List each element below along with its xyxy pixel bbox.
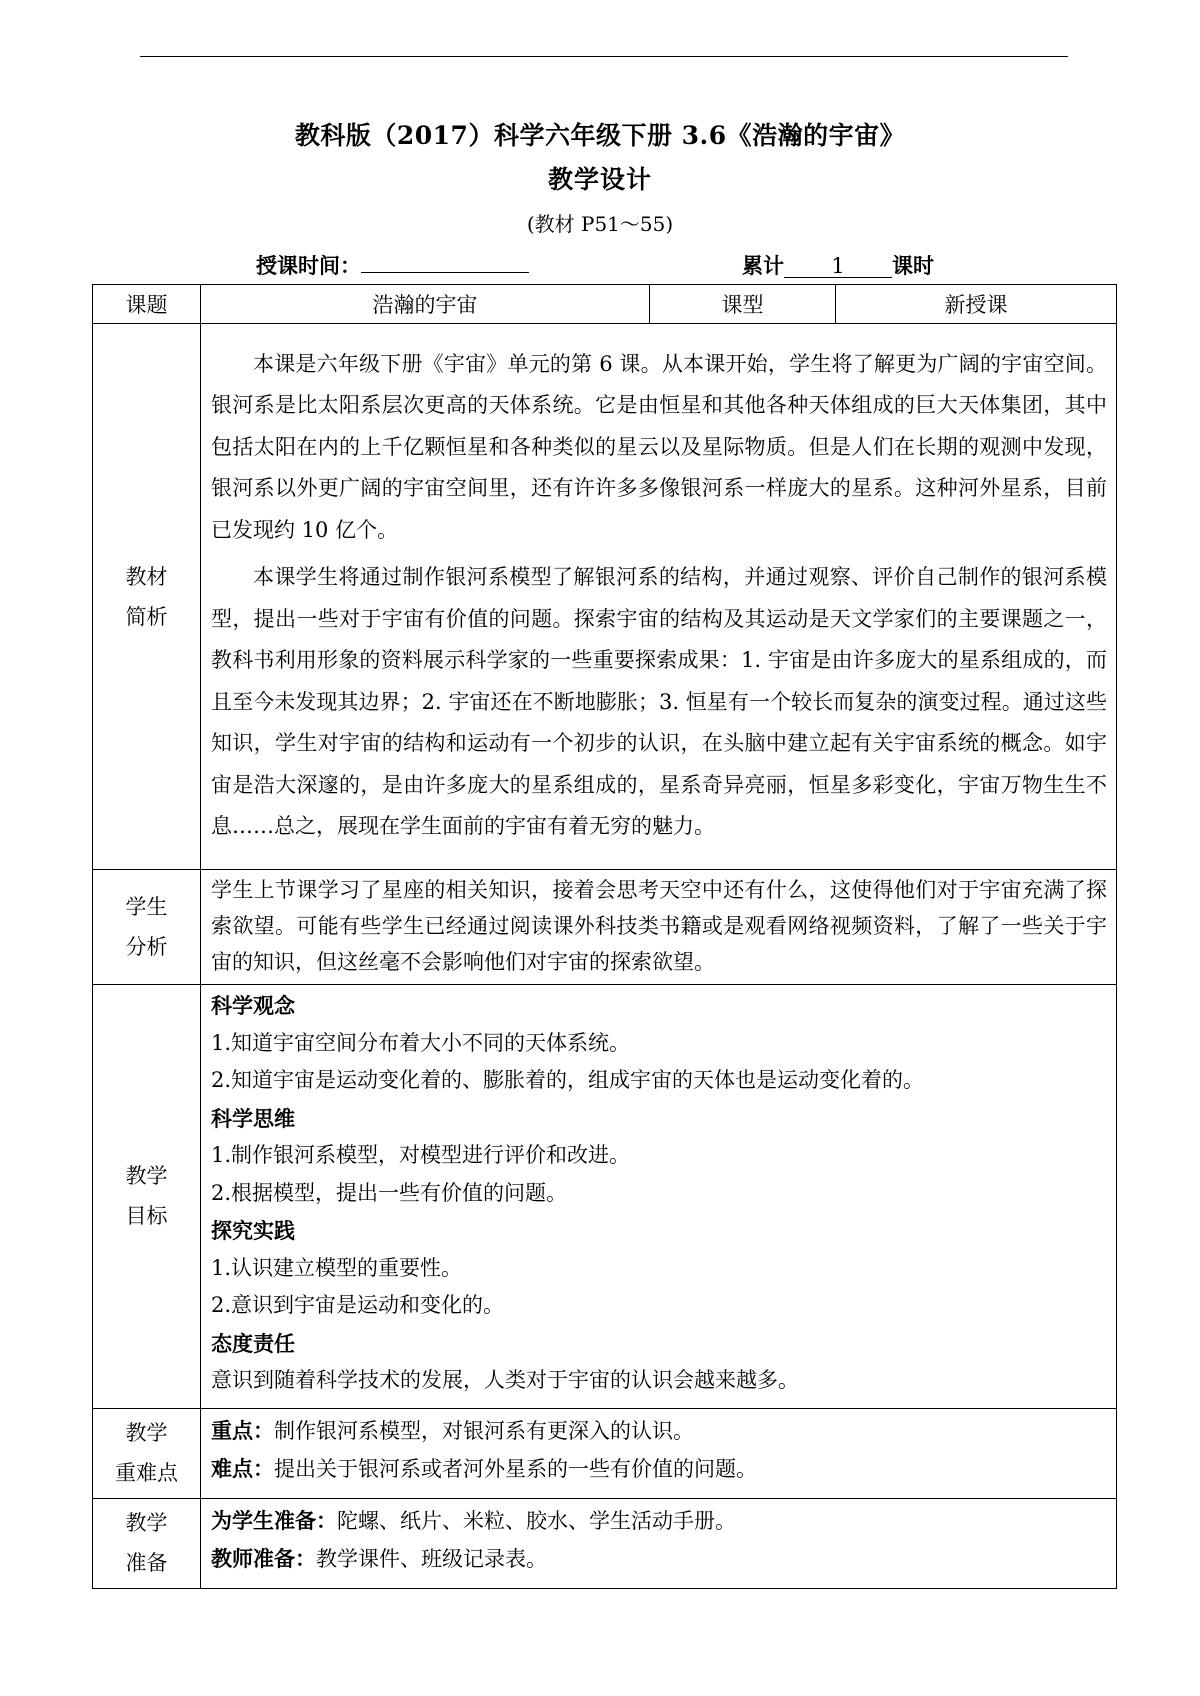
goal-item: 意识到随着科学技术的发展，人类对于宇宙的认识会越来越多。 [211, 1368, 799, 1392]
goal-heading-thinking: 科学思维 [211, 1105, 295, 1131]
topic-label: 课题 [93, 285, 201, 324]
goal-item: 2.意识到宇宙是运动和变化的。 [211, 1293, 505, 1317]
student-prep: 为学生准备：陀螺、纸片、米粒、胶水、学生活动手册。 [211, 1507, 736, 1533]
lesson-time [256, 250, 529, 280]
goals-label: 教学 目标 [93, 985, 201, 1409]
goal-item: 1.制作银河系模型，对模型进行评价和改进。 [211, 1143, 631, 1167]
lesson-count-value: 1 [784, 256, 892, 278]
textbook-pages: (教材 P51～55) [526, 212, 674, 236]
lesson-count-unit: 课时 [892, 253, 934, 278]
document-title: 教科版（2017）科学六年级下册 3.6《浩瀚的宇宙》 [294, 121, 906, 150]
goal-item: 1.知道宇宙空间分布着大小不同的天体系统。 [211, 1030, 631, 1055]
table-row-prep [93, 1498, 1117, 1588]
student-label: 学生 分析 [93, 870, 201, 985]
table-row-material [93, 324, 1117, 870]
student-analysis [201, 870, 1117, 985]
goal-heading-concept: 科学观念 [211, 993, 295, 1018]
key-point: 重点：制作银河系模型，对银河系有更深入的认识。 [211, 1417, 694, 1443]
prep-label: 教学 准备 [93, 1498, 201, 1588]
material-paragraph-2: 本课学生将通过制作银河系模型了解银河系的结构，并通过观察、评价自己制作的银河系模型，提出一些对于宇宙有价值的问题。探索宇宙的结构及其运动是天文学家们的主要课题之一，教科书利用形象的资料展示科学家的一些重要探索成果：1. 宇宙是由许多庞大的星系组成的，而且至今未发现其边界；2. 宇宙还在不断地膨胀；3. 恒星有一个较长而复杂的演变过程。通过这些知识，学生对宇宙的结构和运动有一个初步的认识，在头脑中建立起有关宇宙系统的概念。如宇宙是浩大深邃的，是由许多庞大的星系组成的，星系奇异亮丽，恒星多彩变化，宇宙万物生生不息……总之，展现在学生面前的宇宙有着无穷的魅力。 [211, 565, 1107, 838]
lesson-count [742, 250, 934, 280]
goal-item: 2.知道宇宙是运动变化着的、膨胀着的，组成宇宙的天体也是运动变化着的。 [211, 1068, 925, 1092]
material-analysis [201, 324, 1117, 870]
lesson-plan-table [92, 284, 1117, 1589]
difficult-point: 难点：提出关于银河系或者河外星系的一些有价值的问题。 [211, 1456, 757, 1481]
goal-heading-practice: 探究实践 [211, 1218, 295, 1243]
lesson-time-label: 授课时间： [256, 253, 361, 278]
table-row-topic [93, 285, 1117, 324]
key-points-label: 教学 重难点 [93, 1408, 201, 1498]
teaching-prep [201, 1498, 1117, 1588]
goal-heading-attitude: 态度责任 [211, 1330, 295, 1356]
topic-value: 浩瀚的宇宙 [201, 285, 650, 324]
table-row-key-points [93, 1408, 1117, 1498]
table-row-student [93, 870, 1117, 985]
material-paragraph-1: 本课是六年级下册《宇宙》单元的第 6 课。从本课开始，学生将了解更为广阔的宇宙空间。银河系是比太阳系层次更高的天体系统。它是由恒星和其他各种天体组成的巨大天体集团，其中包括太阳在内的上千亿颗恒星和各种类似的星云以及星际物质。但是人们在长期的观测中发现，银河系以外更广阔的宇宙空间里，还有许许多多像银河系一样庞大的星系。这种河外星系，目前已发现约 10 亿个。 [211, 351, 1107, 542]
key-points [201, 1408, 1117, 1498]
header-rule [140, 56, 1068, 57]
table-row-goals [93, 985, 1117, 1409]
student-paragraph: 学生上节课学习了星座的相关知识，接着会思考天空中还有什么，这使得他们对于宇宙充满了探索欲望。可能有些学生已经通过阅读课外科技类书籍或是观看网络视频资料，了解了一些关于宇宙的知识，但这丝毫不会影响他们对宇宙的探索欲望。 [211, 878, 1107, 974]
goal-item: 1.认识建立模型的重要性。 [211, 1255, 463, 1280]
teaching-goals [201, 985, 1117, 1409]
material-label: 教材 简析 [93, 324, 201, 870]
lesson-time-blank [361, 250, 529, 273]
goal-item: 2.根据模型，提出一些有价值的问题。 [211, 1180, 568, 1205]
teacher-prep: 教师准备：教学课件、班级记录表。 [211, 1546, 547, 1571]
document-subtitle: 教学设计 [547, 165, 652, 194]
lesson-count-label: 累计 [742, 253, 784, 278]
lesson-type-label: 课型 [650, 285, 836, 324]
lesson-type-value: 新授课 [836, 285, 1117, 324]
